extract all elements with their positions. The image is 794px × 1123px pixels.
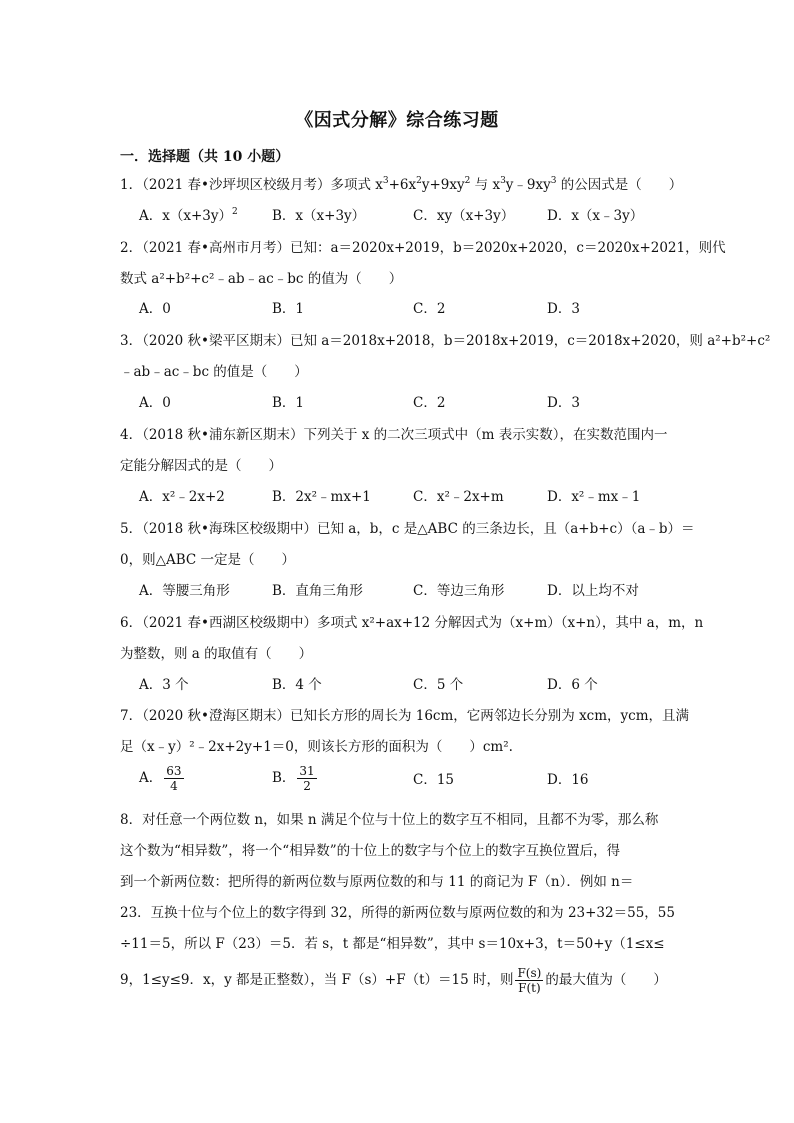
question-7-line-1: 7．（2020 秋•澄海区期末）已知长方形的周长为 16cm，它两邻边长分别为 xcm，ycm，且满 [120, 708, 690, 724]
question-5-line-1: 5．（2018 秋•海珠区校级期中）已知 a，b，c 是△ABC 的三条边长，且（a+b+c）（a﹣b）＝ [120, 521, 695, 537]
option-d[interactable]: D．3 [547, 301, 580, 317]
question-4-line-2: 定能分解因式的是（ ） [120, 458, 282, 474]
option-c[interactable]: C．xy（x+3y） [413, 208, 515, 224]
option-b[interactable]: B．直角三角形 [272, 583, 363, 599]
question-3-options [139, 393, 699, 413]
fraction-b: $\frac{31}{2}$ [299, 764, 315, 793]
question-1-prefix: 1．（2021 春•沙坪坝区校级月考）多项式 x [120, 177, 383, 193]
question-3-line-1: 3．（2020 秋•梁平区期末）已知 a＝2018x+2018，b＝2018x+2019，c＝2018x+2020，则 a²+b²+c² [120, 333, 771, 349]
option-c[interactable]: C．2 [413, 301, 446, 317]
question-1-rest: 的公因式是（ ） [560, 177, 683, 193]
question-3-line-2: ﹣ab﹣ac﹣bc 的值是（ ） [120, 364, 308, 380]
option-d[interactable]: D．x²﹣mx﹣1 [547, 489, 641, 505]
option-a[interactable]: A．等腰三角形 [139, 583, 230, 599]
option-c[interactable]: C．等边三角形 [413, 583, 505, 599]
option-b[interactable]: B．1 [272, 301, 305, 317]
question-8-line-4: 23．互换十位与个位上的数字得到 32，所得的新两位数与原两位数的和为 23+32＝55，55 [120, 905, 675, 921]
question-8-line-3: 到一个新两位数：把所得的新两位数与原两位数的和与 11 的商记为 F（n）．例如 n＝ [120, 874, 634, 890]
question-6-line-2: 为整数，则 a 的取值有（ ） [120, 646, 313, 662]
question-7-line-2: 足（x﹣y）²﹣2x+2y+1＝0，则该长方形的面积为（ ）cm². [120, 739, 513, 755]
question-8-line-1: 8．对任意一个两位数 n，如果 n 满足个位与十位上的数字互不相同，且都不为零，那么称 [120, 812, 659, 828]
question-8-line-6: 9，1≤y≤9．x，y 都是正整数），当 F（s）+F（t）＝15 时，则 $\frac{F(s)}{F(t)}$ 的最大值为（ ） [120, 966, 667, 995]
question-4-line-1: 4．（2018 秋•浦东新区期末）下列关于 x 的二次三项式中（m 表示实数），在实数范围内一 [120, 427, 668, 443]
option-a[interactable]: A．$x(x+3y)^2$ [139, 207, 238, 224]
page-title: 《因式分解》综合练习题 [295, 110, 499, 131]
fraction-a: $\frac{63}{4}$ [166, 764, 182, 793]
question-8-line-5: ÷11＝5，所以 F（23）＝5．若 s，t 都是“相异数”，其中 s＝10x+3，t＝50+y（1≤x≤ [120, 936, 665, 952]
option-d[interactable]: D．16 [547, 772, 589, 788]
question-5-line-2: 0，则△ABC 一定是（ ） [120, 552, 296, 568]
option-a[interactable]: A．0 [139, 395, 171, 411]
option-a[interactable]: A．3 个 [139, 677, 189, 693]
option-b[interactable]: B．4 个 [272, 677, 322, 693]
question-2-line-1: 2．（2021 春•高州市月考）已知：a＝2020x+2019，b＝2020x+2020，c＝2020x+2021，则代 [120, 240, 726, 256]
option-c[interactable]: C．15 [413, 772, 455, 788]
question-2-options [139, 299, 699, 319]
option-a[interactable]: A．0 [139, 301, 171, 317]
question-1-options [139, 206, 699, 226]
option-b[interactable]: B．x（x+3y） [272, 208, 366, 224]
option-b[interactable]: B． $\frac{31}{2}$ [272, 764, 315, 793]
option-c[interactable]: C．x²﹣2x+m [413, 489, 504, 505]
option-a[interactable]: A．x²﹣2x+2 [139, 489, 225, 505]
question-2-line-2: 数式 a²+b²+c²﹣ab﹣ac﹣bc 的值为（ ） [120, 271, 403, 287]
question-6-line-1: 6．（2021 春•西湖区校级期中）多项式 x²+ax+12 分解因式为（x+m）（x+n），其中 a，m，n [120, 615, 704, 631]
question-7-options [139, 764, 699, 793]
fraction-fs-ft: $\frac{F(s)}{F(t)}$ [517, 966, 542, 995]
question-4-options [139, 487, 699, 507]
option-b[interactable]: B．2x²﹣mx+1 [272, 489, 371, 505]
option-c[interactable]: C．5 个 [413, 677, 464, 693]
option-d[interactable]: D．以上均不对 [547, 583, 639, 599]
option-c[interactable]: C．2 [413, 395, 446, 411]
question-1: 1．（2021 春•沙坪坝区校级月考）多项式 $x^3+6x^2y+9xy^2$ 与 $x^3y﹣9xy^3$ 的公因式是（ ） [120, 176, 683, 193]
option-d[interactable]: D．6 个 [547, 677, 598, 693]
option-d[interactable]: D．3 [547, 395, 580, 411]
question-6-options [139, 675, 699, 695]
option-b[interactable]: B．1 [272, 395, 305, 411]
section-heading: 一．选择题（共 10 小题） [120, 149, 290, 165]
option-a[interactable]: A． $\frac{63}{4}$ [139, 764, 182, 793]
question-8-line-2: 这个数为“相异数”，将一个“相异数”的十位上的数字与个位上的数字互换位置后，得 [120, 843, 621, 859]
option-d[interactable]: D．x（x﹣3y） [547, 208, 644, 224]
question-5-options [139, 581, 699, 601]
